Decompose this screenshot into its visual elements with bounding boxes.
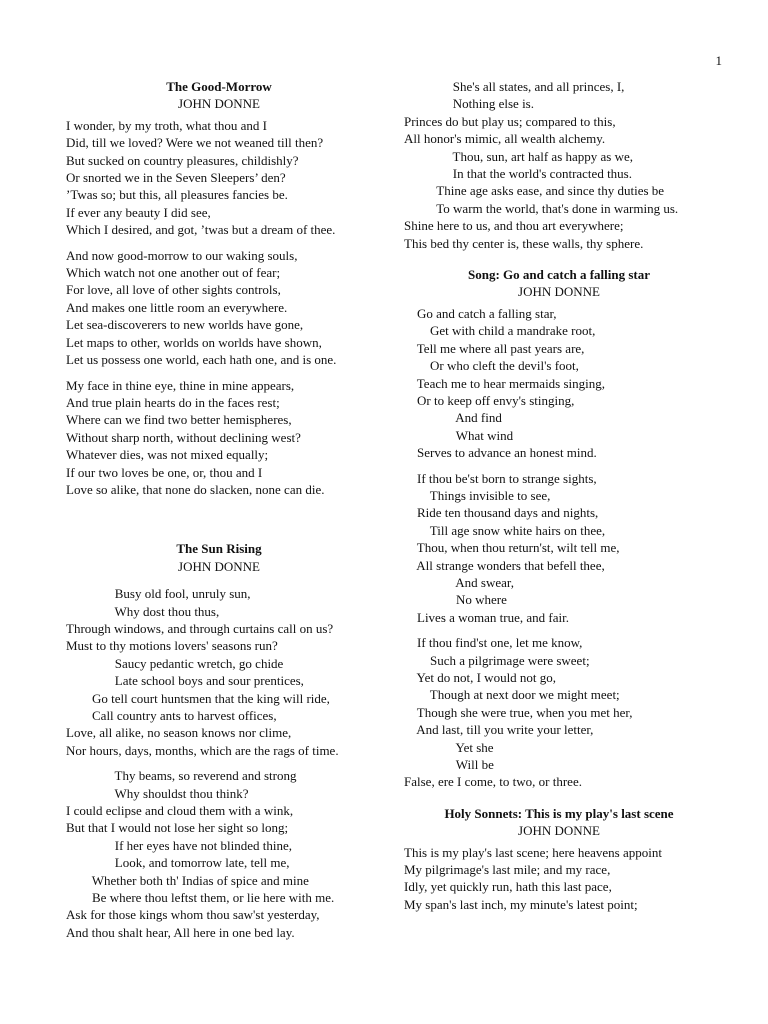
poem-line: Thine age asks ease, and since thy duties be bbox=[404, 183, 665, 199]
stanza bbox=[404, 470, 714, 627]
poem-title: Song: Go and catch a falling star bbox=[467, 267, 650, 283]
poem-line: Ride ten thousand days and nights, bbox=[404, 505, 599, 521]
poem-line: No where bbox=[404, 592, 507, 608]
poem-line: Lives a woman true, and fair. bbox=[404, 609, 569, 625]
poem-line: This is my play's last scene; here heavens appoint bbox=[404, 844, 662, 860]
poem-line: Let us possess one world, each hath one, and is one. bbox=[66, 352, 337, 368]
poem-line: Look, and tomorrow late, tell me, bbox=[66, 855, 290, 871]
poem-line: Thy beams, so reverend and strong bbox=[66, 768, 297, 784]
poem-line: Through windows, and through curtains call on us? bbox=[66, 620, 334, 636]
stanza bbox=[404, 634, 714, 791]
poem-line: Saucy pedantic wretch, go chide bbox=[66, 655, 284, 671]
poem bbox=[404, 266, 714, 791]
poem-line: And true plain hearts do in the faces rest; bbox=[66, 394, 280, 410]
poem-line: Though she were true, when you met her, bbox=[404, 704, 633, 720]
page-number: 1 bbox=[715, 53, 722, 68]
poem-line: Or who cleft the devil's foot, bbox=[404, 358, 579, 374]
poem-line: Why dost thou thus, bbox=[66, 603, 220, 619]
poem-line: Thou, sun, art half as happy as we, bbox=[404, 148, 634, 164]
poem-line: Go tell court huntsmen that the king will ride, bbox=[66, 690, 330, 706]
poem-title: Holy Sonnets: This is my play's last scene bbox=[444, 805, 674, 821]
poem-line: If ever any beauty I did see, bbox=[66, 204, 211, 220]
right-column bbox=[404, 78, 714, 913]
poem-line: Princes do but play us; compared to this, bbox=[404, 113, 616, 129]
stanza bbox=[66, 377, 372, 499]
poem-line: Tell me where all past years are, bbox=[404, 340, 585, 356]
poem-line: Love, all alike, no season knows nor clime, bbox=[66, 725, 292, 741]
poem-line: Did, till we loved? Were we not weaned till then? bbox=[66, 135, 324, 151]
poem-line: Yet do not, I would not go, bbox=[404, 670, 557, 685]
poem bbox=[404, 78, 714, 252]
stanza bbox=[66, 767, 372, 941]
stanza bbox=[404, 78, 714, 252]
poem-line: Thou, when thou return'st, wilt tell me, bbox=[404, 540, 620, 556]
poem-line: Without sharp north, without declining west? bbox=[66, 429, 301, 445]
poem-line: Such a pilgrimage were sweet; bbox=[404, 652, 590, 668]
poem-line: And last, till you write your letter, bbox=[404, 722, 594, 738]
poem-line: If thou find'st one, let me know, bbox=[404, 635, 583, 651]
poem-line: All strange wonders that befell thee, bbox=[404, 557, 605, 573]
poem-line: Love so alike, that none do slacken, none can die. bbox=[66, 481, 325, 497]
poem-line: I could eclipse and cloud them with a wink, bbox=[66, 803, 294, 819]
poem-line: Whatever dies, was not mixed equally; bbox=[66, 447, 269, 463]
poem-line: Yet she bbox=[404, 739, 494, 755]
poem-line: Get with child a mandrake root, bbox=[404, 323, 596, 339]
poem-line: ’Twas so; but this, all pleasures fancies be. bbox=[66, 187, 288, 203]
poem-line: If thou be'st born to strange sights, bbox=[404, 470, 597, 486]
poem-line: Go and catch a falling star, bbox=[404, 305, 557, 321]
poem-line: If her eyes have not blinded thine, bbox=[66, 837, 292, 853]
poem-line: Which watch not one another out of fear; bbox=[66, 265, 281, 281]
poem-line: Where can we find two better hemispheres, bbox=[66, 412, 292, 428]
poem-line: To warm the world, that's done in warming us. bbox=[404, 200, 679, 216]
stanza bbox=[66, 117, 372, 239]
poem-line: And find bbox=[404, 410, 502, 426]
poem-line: My span's last inch, my minute's latest point; bbox=[404, 896, 638, 912]
poem-line: Things invisible to see, bbox=[404, 487, 551, 503]
poem-line: This bed thy center is, these walls, thy sphere. bbox=[404, 235, 644, 251]
poem-title: The Good-Morrow bbox=[166, 79, 272, 94]
poem-line: Ask for those kings whom thou saw'st yesterday, bbox=[66, 907, 320, 923]
poem-line: Be where thou leftst them, or lie here with me. bbox=[66, 890, 335, 906]
poem-line: If our two loves be one, or, thou and I bbox=[66, 464, 263, 480]
poem-line: Shine here to us, and thou art everywhere; bbox=[404, 218, 624, 234]
poem-line: And now good-morrow to our waking souls, bbox=[66, 247, 298, 263]
poem-line: Or snorted we in the Seven Sleepers’ den? bbox=[66, 170, 286, 186]
poem-author: JOHN DONNE bbox=[178, 558, 260, 574]
poem-line: Though at next door we might meet; bbox=[404, 687, 620, 703]
poem-line: Or to keep off envy's stinging, bbox=[404, 392, 575, 408]
poem-title: The Sun Rising bbox=[176, 541, 262, 557]
poem-line: And thou shalt hear, All here in one bed lay. bbox=[66, 924, 295, 940]
poem-line: Let maps to other, worlds on worlds have shown, bbox=[66, 334, 322, 350]
poem-line: Busy old fool, unruly sun, bbox=[66, 586, 251, 602]
poem-line: Late school boys and sour prentices, bbox=[66, 673, 304, 689]
poem-author: JOHN DONNE bbox=[518, 823, 600, 839]
stanza bbox=[404, 844, 714, 914]
poem-line: Which I desired, and got, ’twas but a dream of thee. bbox=[66, 222, 336, 238]
poem-line: She's all states, and all princes, I, bbox=[404, 79, 625, 94]
poem-line: But that I would not lose her sight so long; bbox=[66, 820, 289, 836]
poem-line: And swear, bbox=[404, 574, 514, 590]
poem-line: For love, all love of other sights controls, bbox=[66, 282, 281, 298]
poem-line: My face in thine eye, thine in mine appears, bbox=[66, 377, 295, 393]
poem bbox=[66, 78, 372, 498]
poem-author: JOHN DONNE bbox=[178, 96, 260, 112]
poem-line: Must to thy motions lovers' seasons run? bbox=[66, 638, 278, 654]
stanza bbox=[66, 585, 372, 759]
poem-line: But sucked on country pleasures, childishly? bbox=[66, 152, 299, 168]
poem bbox=[404, 805, 714, 913]
poem-line: False, ere I come, to two, or three. bbox=[404, 774, 582, 790]
poem-line: Teach me to hear mermaids singing, bbox=[404, 375, 606, 391]
poem-line: Idly, yet quickly run, hath this last pace, bbox=[404, 879, 612, 895]
poem-line: Call country ants to harvest offices, bbox=[66, 708, 277, 723]
poem-line: Whether both th' Indias of spice and mine bbox=[66, 872, 309, 888]
poem-line: What wind bbox=[404, 427, 514, 443]
poem-line: And makes one little room an everywhere. bbox=[66, 299, 288, 315]
poem-line: I wonder, by my troth, what thou and I bbox=[66, 117, 267, 133]
poem-line: Nothing else is. bbox=[404, 96, 534, 112]
stanza bbox=[404, 305, 714, 462]
poem-line: All honor's mimic, all wealth alchemy. bbox=[404, 131, 606, 147]
left-column bbox=[66, 78, 372, 941]
poem-line: In that the world's contracted thus. bbox=[404, 166, 632, 182]
poem-line: Serves to advance an honest mind. bbox=[404, 445, 597, 461]
poem-line: Will be bbox=[404, 757, 494, 773]
stanza bbox=[66, 247, 372, 369]
poem-line: Why shouldst thou think? bbox=[66, 785, 249, 801]
poem-line: My pilgrimage's last mile; and my race, bbox=[404, 862, 611, 878]
poem bbox=[66, 540, 372, 941]
poem-author: JOHN DONNE bbox=[518, 284, 600, 300]
poem-line: Till age snow white hairs on thee, bbox=[404, 522, 606, 538]
poem-line: Nor hours, days, months, which are the rags of time. bbox=[66, 742, 339, 758]
poem-line: Let sea-discoverers to new worlds have gone, bbox=[66, 317, 304, 333]
